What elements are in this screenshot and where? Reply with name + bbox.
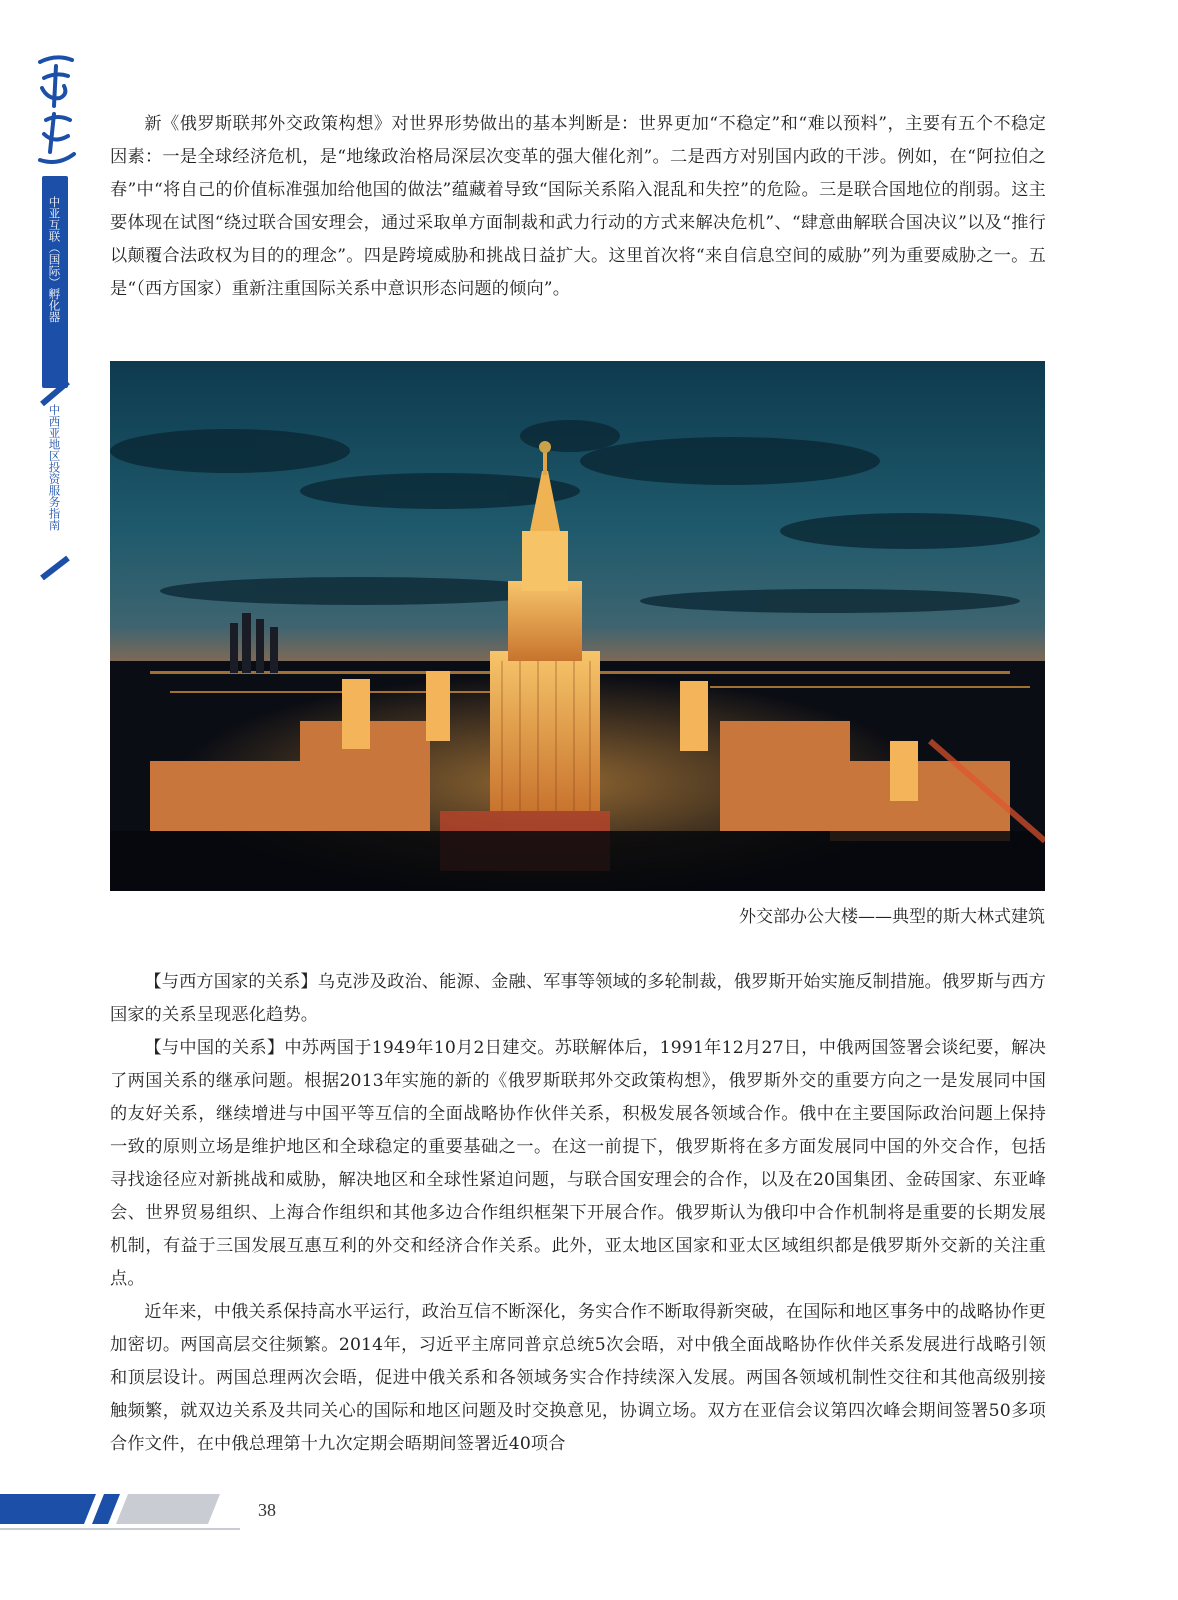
relations-china-body: 中苏两国于1949年10月2日建交。苏联解体后，1991年12月27日，中俄两国签署会谈纪要，解决了两国关系的继承问题。根据2013年实施的新的《俄罗斯联邦外交政策构想》，俄罗斯外交的重要方向之一是发展同中国的友好关系，继续增进与中国平等互信的全面战略协作伙伴关系，积极发展各领域合作。俄中在主要国际政治问题上保持一致的原则立场是维护地区和全球稳定的重要基础之一。在这一前提下，俄罗斯将在多方面发展同中国的外交合作，包括寻找途径应对新挑战和威胁，解决地区和全球性紧迫问题，与联合国安理会的合作，以及在20国集团、金砖国家、东亚峰会、世界贸易组织、上海合作组织和其他多边合作组织框架下开展合作。俄罗斯认为俄印中合作机制将是重要的长期发展机制，有益于三国发展互惠互利的外交和经济合作关系。此外，亚太地区国家和亚太区域组织都是俄罗斯外交新的关注重点。 [110,1038,1046,1289]
belt-road-logo [34,48,78,178]
relations-west-body: 乌克涉及政治、能源、金融、军事等领域的多轮制裁，俄罗斯开始实施反制措施。俄罗斯与西方国家的关系呈现恶化趋势。 [110,972,1046,1025]
relations-west-paragraph [110,966,1046,1032]
footer-stripe-decoration [0,1488,240,1532]
recent-years-paragraph: 近年来，中俄关系保持高水平运行，政治互信不断深化，务实合作不断取得新突破，在国际和地区事务中的战略协作更加密切。两国高层交往频繁。2014年，习近平主席同普京总统5次会晤，对中俄全面战略协作伙伴关系发展进行战略引领和顶层设计。两国总理两次会晤，促进中俄关系和各领域务实合作持续深入发展。两国各领域机制性交往和其他高级别接触频繁，就双边关系及共同关心的国际和地区问题及时交换意见，协调立场。双方在亚信会议第四次峰会期间签署50多项合作文件，在中俄总理第十九次定期会晤期间签署近40项合 [110,1302,1046,1454]
relations-china-paragraph [110,1032,1046,1296]
relations-west-heading: 【与西方国家的关系】 [144,972,318,992]
sidebar-guide-label: 中西亚地区投资服务指南 [47,404,62,531]
page-number: 38 [258,1500,276,1520]
intro-paragraph: 新《俄罗斯联邦外交政策构想》对世界形势做出的基本判断是：世界更加“不稳定”和“难以预料”，主要有五个不稳定因素：一是全球经济危机，是“地缘政治格局深层次变革的强大催化剂”。二是西方对别国内政的干涉。例如，在“阿拉伯之春”中“将自己的价值标准强加给他国的做法”蕴藏着导致“国际关系陷入混乱和失控”的危险。三是联合国地位的削弱。这主要体现在试图“绕过联合国安理会，通过采取单方面制裁和武力行动的方式来解决危机”、“肆意曲解联合国决议”以及“推行以颠覆合法政权为目的的理念”。四是跨境威胁和挑战日益扩大。这里首次将“来自信息空间的威胁”列为重要威胁之一。五是“（西方国家）重新注重国际关系中意识形态问题的倾向”。 [110,114,1046,299]
mfa-building-photo [110,361,1045,891]
relations-china-heading: 【与中国的关系】 [144,1038,285,1058]
sidebar-incubator-label: 中亚互联（国际）孵化器 [47,196,62,323]
photo-caption: 外交部办公大楼——典型的斯大林式建筑 [739,907,1045,927]
